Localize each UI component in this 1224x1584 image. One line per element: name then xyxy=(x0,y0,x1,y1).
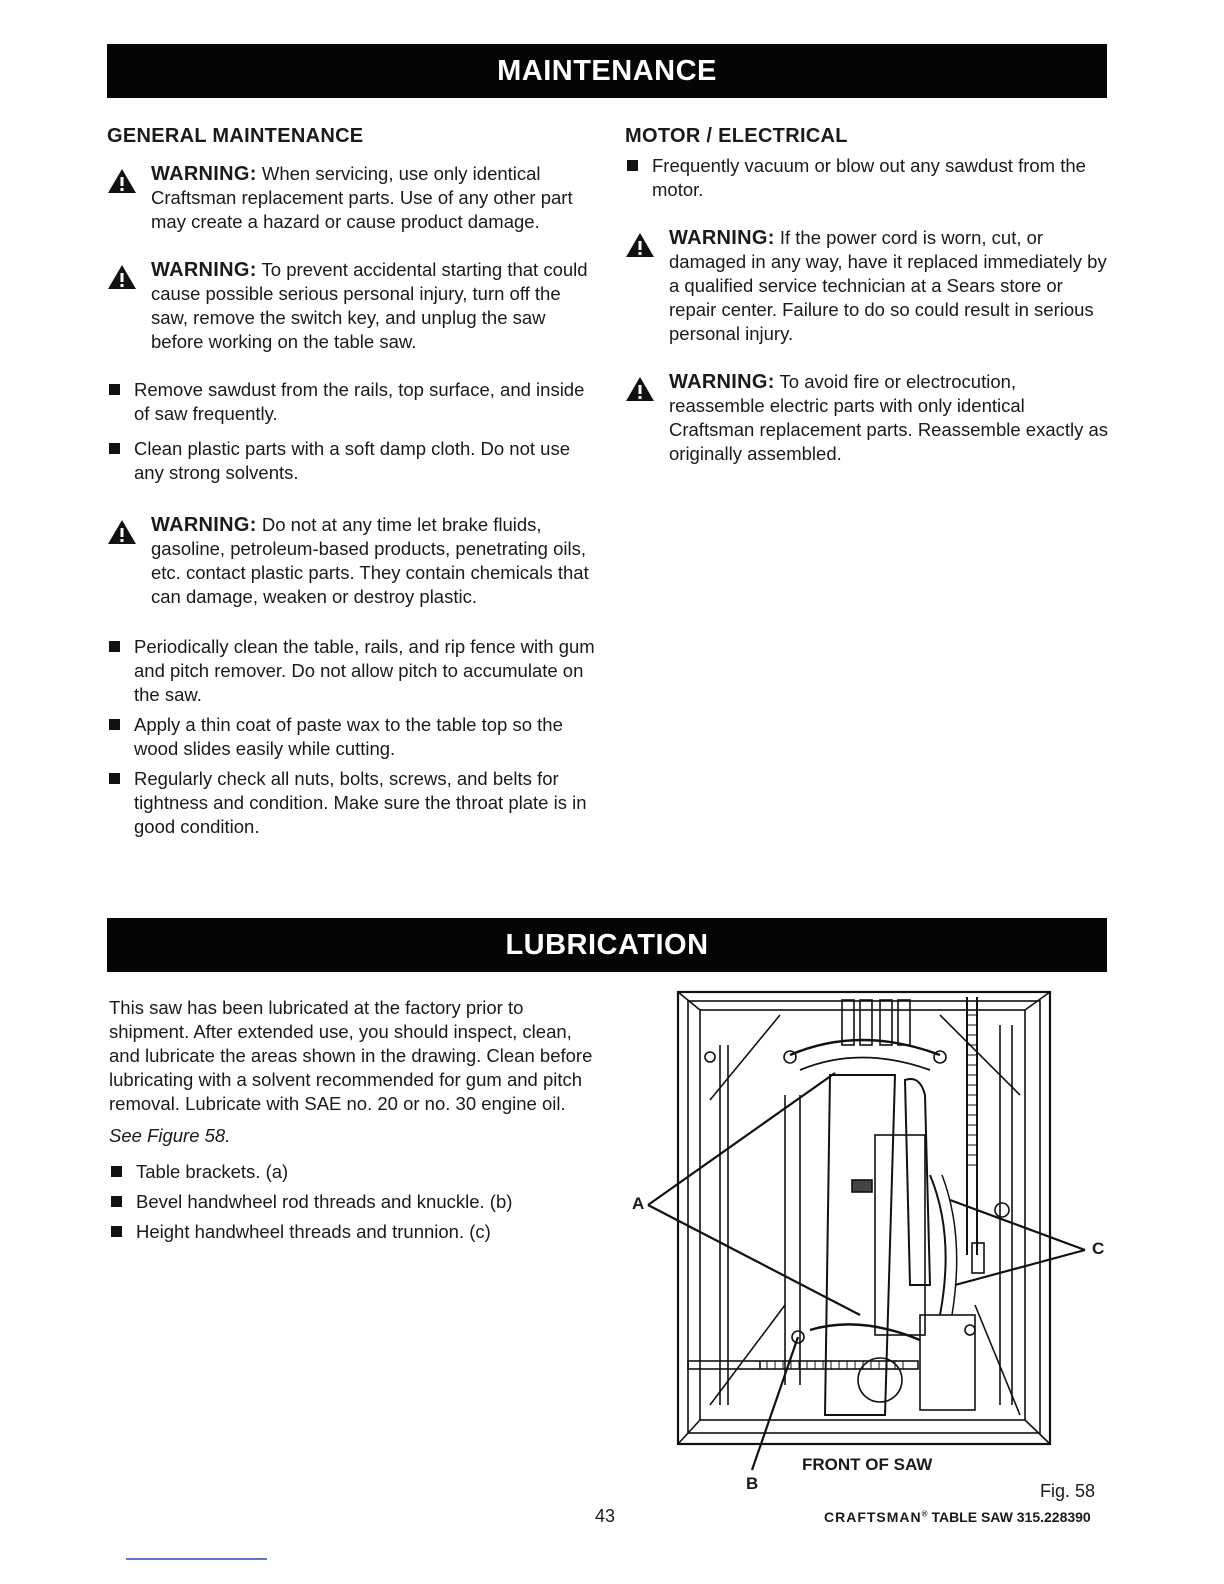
front-of-saw-label: FRONT OF SAW xyxy=(802,1455,933,1474)
warning-label: WARNING: xyxy=(151,514,257,536)
general-maintenance-heading: GENERAL MAINTENANCE xyxy=(107,125,364,147)
bullet-square-icon xyxy=(109,384,120,395)
bullet-square-icon xyxy=(109,641,120,652)
list-item: Bevel handwheel rod threads and knuckle. (b) xyxy=(109,1190,599,1214)
bullet-square-icon xyxy=(111,1166,122,1177)
motor-electrical-section xyxy=(625,124,1110,490)
figure-label-c: C xyxy=(1092,1239,1105,1258)
saw-underside-illustration xyxy=(620,985,1110,1495)
footer-rule xyxy=(126,1558,267,1560)
bullet-square-icon xyxy=(111,1226,122,1237)
list-item: Regularly check all nuts, bolts, screws, and belts for tightness and condition. Make sure the throat plate is in good condition. xyxy=(107,767,597,839)
list-item: Apply a thin coat of paste wax to the table top so the wood slides easily while cutting. xyxy=(107,713,597,761)
warning-label: WARNING: xyxy=(669,227,775,249)
bullet-square-icon xyxy=(111,1196,122,1207)
leader-line-c xyxy=(950,1200,1085,1250)
bullet-list xyxy=(107,635,597,839)
bullet-list xyxy=(625,154,1110,202)
leader-line-b xyxy=(752,1337,798,1470)
general-maintenance-section xyxy=(107,124,597,861)
footer-product-line xyxy=(824,1509,1091,1525)
warning-triangle-icon xyxy=(107,264,137,290)
list-item: Clean plastic parts with a soft damp cloth. Do not use any strong solvents. xyxy=(107,437,597,485)
bullet-square-icon xyxy=(627,160,638,171)
lubrication-section xyxy=(109,996,599,1266)
warning-triangle-icon xyxy=(625,232,655,258)
warning-block xyxy=(625,226,1110,346)
figure-caption: Fig. 58 xyxy=(1040,1481,1096,1501)
warning-label: WARNING: xyxy=(669,371,775,393)
warning-triangle-icon xyxy=(625,376,655,402)
figure-label-a: A xyxy=(632,1194,645,1213)
warning-block xyxy=(625,370,1110,466)
list-item: Table brackets. (a) xyxy=(109,1160,599,1184)
list-item: Frequently vacuum or blow out any sawdust from the motor. xyxy=(625,154,1110,202)
leader-line-a xyxy=(648,1073,835,1205)
lubrication-intro: This saw has been lubricated at the factory prior to shipment. After extended use, you should inspect, clean, and lubricate the areas shown in the drawing. Clean before lubricating with a solvent recommended for gum and pitch removal. Lubricate with SAE no. 20 or no. 30 engine oil. xyxy=(109,997,593,1114)
bullet-square-icon xyxy=(109,773,120,784)
warning-label: WARNING: xyxy=(151,259,257,281)
registered-mark: ® xyxy=(921,1509,928,1519)
figure-58 xyxy=(620,985,1110,1495)
warning-triangle-icon xyxy=(107,168,137,194)
warning-text: Do not at any time let brake fluids, gasoline, petroleum-based products, penetrating oils, etc. contact plastic parts. They contain chemicals that can damage, weaken or destroy plastic. xyxy=(151,514,589,607)
bullet-square-icon xyxy=(109,443,120,454)
warning-text: If the power cord is worn, cut, or damaged in any way, have it replaced immediately by a qualified service technician at a Sears store or repair center. Failure to do so could result in serious personal injury. xyxy=(669,227,1107,344)
warning-triangle-icon xyxy=(107,519,137,545)
warning-block xyxy=(107,258,597,354)
bullet-list xyxy=(109,1160,599,1244)
model-number: TABLE SAW 315.228390 xyxy=(931,1509,1091,1525)
motor-electrical-heading: MOTOR / ELECTRICAL xyxy=(625,125,848,147)
bullet-list xyxy=(107,378,597,485)
lubrication-banner: LUBRICATION xyxy=(107,918,1107,972)
list-item: Remove sawdust from the rails, top surface, and inside of saw frequently. xyxy=(107,378,597,426)
leader-line-c xyxy=(955,1250,1085,1285)
warning-block xyxy=(107,162,597,234)
warning-block xyxy=(107,513,597,609)
warning-text: To prevent accidental starting that could cause possible serious personal injury, turn off the saw, remove the switch key, and unplug the saw before working on the table saw. xyxy=(151,259,588,352)
figure-label-b: B xyxy=(746,1474,759,1493)
bullet-square-icon xyxy=(109,719,120,730)
brand-logo: CRAFTSMAN xyxy=(824,1509,922,1525)
maintenance-banner: MAINTENANCE xyxy=(107,44,1107,98)
warning-text: To avoid fire or electrocution, reassemble electric parts with only identical Craftsman replacement parts. Reassemble exactly as originally assembled. xyxy=(669,371,1109,464)
warning-label: WARNING: xyxy=(151,163,257,185)
figure-reference: See Figure 58. xyxy=(109,1125,231,1146)
list-item: Periodically clean the table, rails, and rip fence with gum and pitch remover. Do not allow pitch to accumulate on the saw. xyxy=(107,635,597,707)
warning-text: When servicing, use only identical Craftsman replacement parts. Use of any other part may create a hazard or cause product damage. xyxy=(151,163,573,232)
page-number: 43 xyxy=(595,1506,616,1526)
list-item: Height handwheel threads and trunnion. (c) xyxy=(109,1220,599,1244)
